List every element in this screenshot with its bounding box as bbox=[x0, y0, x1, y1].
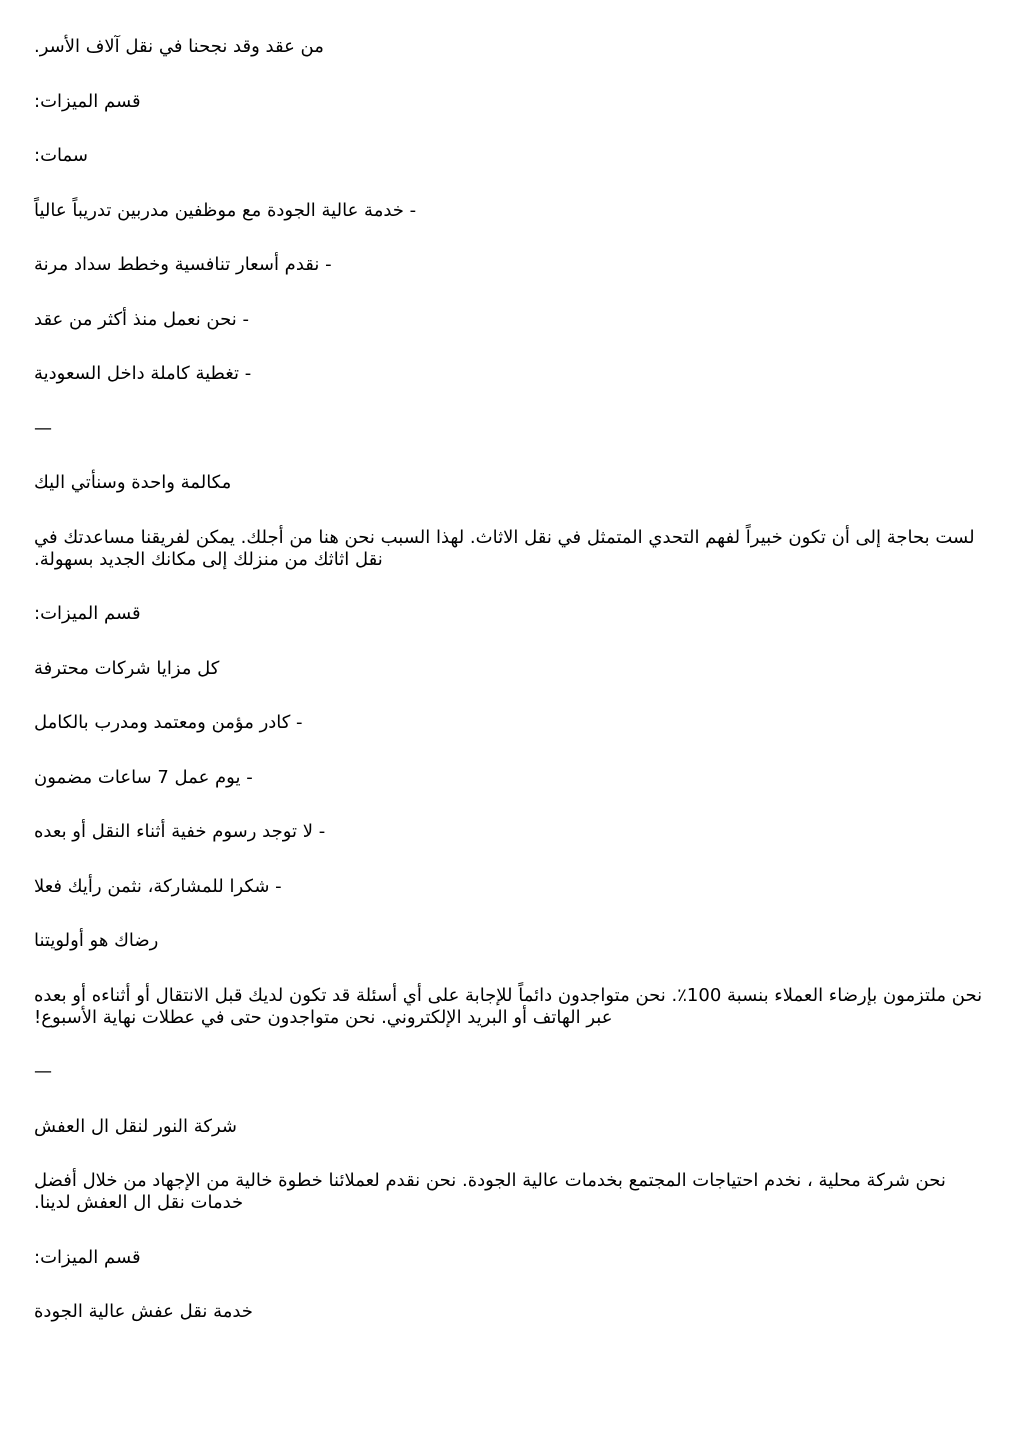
feature-item: - كادر مؤمن ومعتمد ومدرب بالكامل bbox=[34, 712, 303, 733]
intro-line: من عقد وقد نجحنا في نقل آلاف الأسر. bbox=[34, 36, 324, 57]
feature-item: - نحن نعمل منذ أكثر من عقد bbox=[34, 308, 249, 330]
feature-item: - شكرا للمشاركة، نثمن رأيك فعلا bbox=[34, 875, 282, 897]
feature-item: - نقدم أسعار تنافسية وخطط سداد مرنة bbox=[34, 254, 332, 275]
feature-item: - يوم عمل 7 ساعات مضمون bbox=[34, 766, 253, 788]
section-heading-features: قسم الميزات: bbox=[34, 603, 141, 624]
section-title: شركة النور لنقل ال العفش bbox=[34, 1115, 237, 1137]
document-page bbox=[34, 36, 990, 1356]
section-heading-features: قسم الميزات: bbox=[34, 1246, 141, 1268]
feature-item: - خدمة عالية الجودة مع موظفين مدربين تدريباً عالياً bbox=[34, 199, 417, 221]
features-label: سمات: bbox=[34, 145, 88, 166]
separator: — bbox=[34, 1061, 52, 1082]
feature-item: - لا توجد رسوم خفية أثناء النقل أو بعده bbox=[34, 821, 326, 842]
feature-item: - تغطية كاملة داخل السعودية bbox=[34, 363, 252, 384]
body-paragraph: نحن ملتزمون بإرضاء العملاء بنسبة 100٪. نحن متواجدون دائماً للإجابة على أي أسئلة قد تكون لديك قبل الانتقال أو أثناءه أو بعده عبر الهاتف أو البريد الإلكتروني. نحن متواجدون حتى في عطلات نهاية الأسبوع! bbox=[34, 984, 983, 1028]
body-paragraph: لست بحاجة إلى أن تكون خبيراً لفهم التحدي المتمثل في نقل الاثاث. لهذا السبب نحن هنا من أجلك. يمكن لفريقنا مساعدتك في نقل اثاثك من منزلك إلى مكانك الجديد بسهولة. bbox=[34, 526, 975, 570]
separator: — bbox=[34, 417, 52, 439]
section-title: رضاك هو أولويتنا bbox=[34, 930, 159, 951]
features-label: خدمة نقل عفش عالية الجودة bbox=[34, 1301, 253, 1322]
section-heading-features: قسم الميزات: bbox=[34, 90, 141, 112]
features-label: كل مزايا شركات محترفة bbox=[34, 657, 220, 679]
section-title: مكالمة واحدة وسنأتي اليك bbox=[34, 472, 232, 493]
body-paragraph: نحن شركة محلية ، نخدم احتياجات المجتمع بخدمات عالية الجودة. نحن نقدم لعملائنا خطوة خالية من الإجهاد من خلال أفضل خدمات نقل ال العفش لدينا. bbox=[34, 1170, 946, 1213]
